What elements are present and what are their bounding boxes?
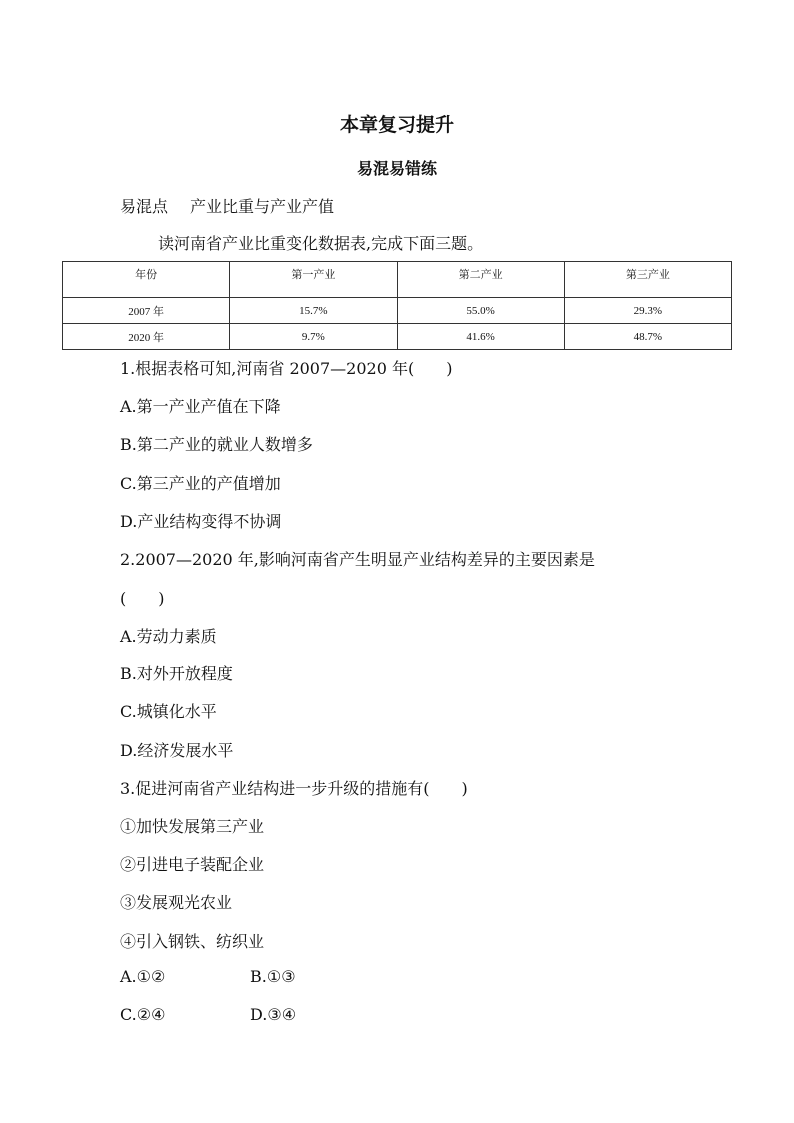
question-1-option-d: D.产业结构变得不协调	[120, 512, 282, 531]
intro-text: 读河南省产业比重变化数据表,完成下面三题。	[158, 234, 484, 253]
question-1-stem: 1.根据表格可知,河南省 2007—2020 年( )	[120, 359, 453, 378]
table-header-row	[63, 262, 732, 298]
section-topic: 产业比重与产业产值	[190, 197, 335, 216]
question-3-item-1: ①加快发展第三产业	[120, 817, 265, 836]
table-cell: 2007 年	[63, 298, 230, 324]
table-cell: 41.6%	[397, 324, 564, 350]
table-cell: 29.3%	[564, 298, 731, 324]
question-3-item-3: ③发展观光农业	[120, 893, 233, 912]
table-row	[63, 298, 732, 324]
question-2-stem: 2.2007—2020 年,影响河南省产生明显产业结构差异的主要因素是	[120, 550, 595, 569]
table-cell: 48.7%	[564, 324, 731, 350]
page-title: 本章复习提升	[339, 114, 454, 136]
question-3-item-4: ④引入钢铁、纺织业	[120, 932, 265, 951]
question-3-item-2: ②引进电子装配企业	[120, 855, 265, 874]
table-cell: 2020 年	[63, 324, 230, 350]
question-2-option-c: C.城镇化水平	[120, 702, 217, 721]
question-3-option-c: C.②④	[120, 1005, 166, 1024]
page-subtitle: 易混易错练	[356, 159, 437, 178]
question-1-option-b: B.第二产业的就业人数增多	[120, 435, 313, 454]
question-1-option-c: C.第三产业的产值增加	[120, 474, 281, 493]
header-year: 年份	[63, 262, 230, 298]
header-primary: 第一产业	[230, 262, 397, 298]
question-3-option-b: B.①③	[250, 967, 296, 986]
question-2-option-a: A.劳动力素质	[120, 627, 217, 646]
question-3-stem: 3.促进河南省产业结构进一步升级的措施有( )	[120, 779, 468, 798]
table-cell: 55.0%	[397, 298, 564, 324]
table-row	[63, 324, 732, 350]
question-2-option-b: B.对外开放程度	[120, 664, 233, 683]
header-secondary: 第二产业	[397, 262, 564, 298]
question-2-option-d: D.经济发展水平	[120, 741, 234, 760]
header-tertiary: 第三产业	[564, 262, 731, 298]
question-2-answer-blank: ( )	[120, 589, 165, 608]
section-label: 易混点	[120, 197, 169, 216]
question-3-option-a: A.①②	[120, 967, 166, 986]
section-heading	[120, 194, 334, 217]
question-3-option-d: D.③④	[250, 1005, 297, 1024]
question-1-option-a: A.第一产业产值在下降	[120, 397, 281, 416]
table-cell: 9.7%	[230, 324, 397, 350]
table-cell: 15.7%	[230, 298, 397, 324]
industry-share-table	[62, 261, 732, 350]
